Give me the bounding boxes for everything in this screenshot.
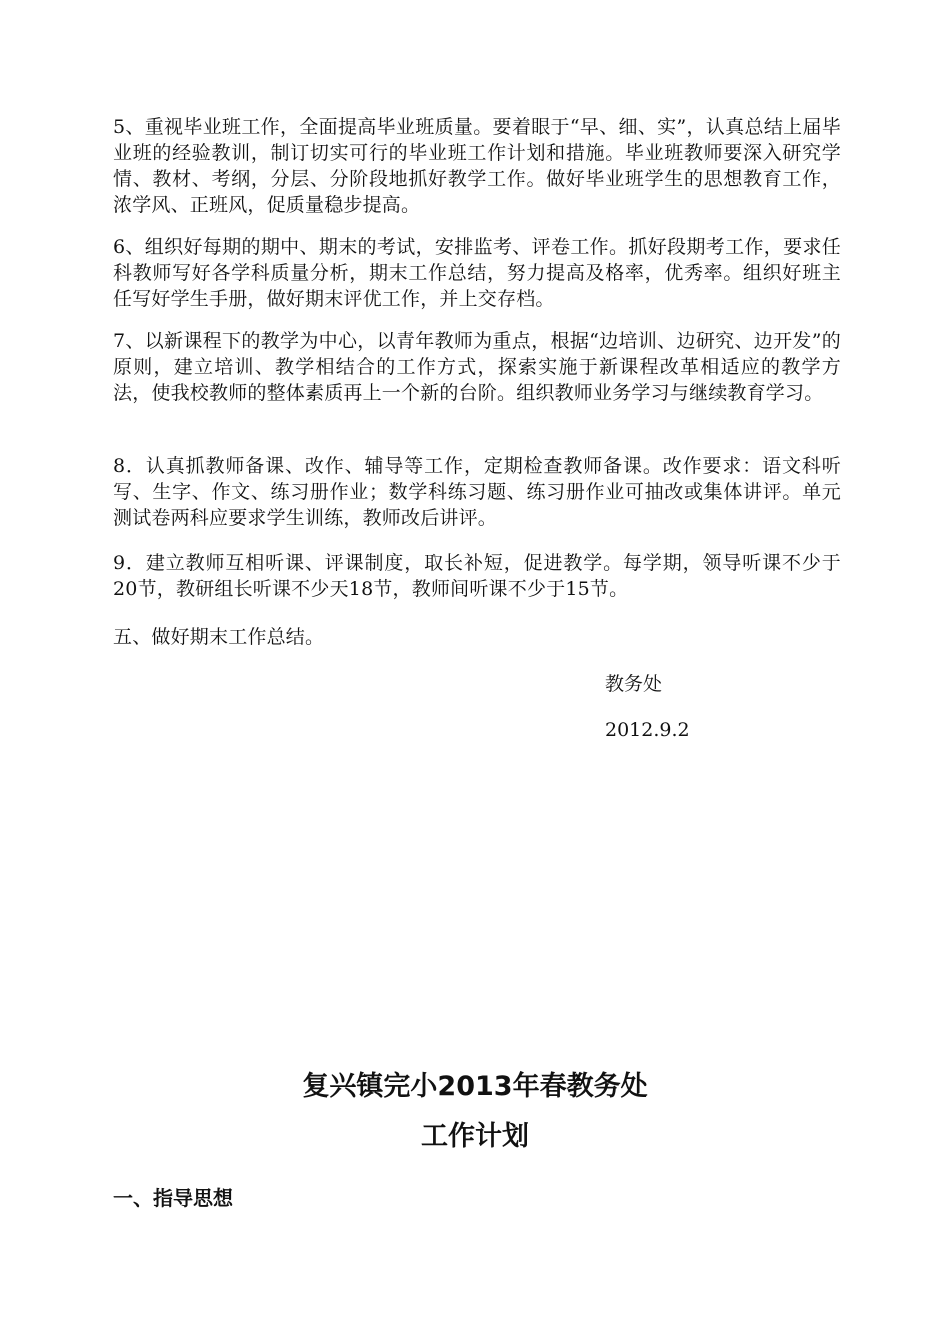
paragraph-item-7: 7、以新课程下的教学为中心，以青年教师为重点，根据“边培训、边研究、边开发”的原则，建立培训、教学相结合的工作方式，探索实施于新课程改革相适应的教学方法，使我校教师的整体素质再上一个新的台阶。组织教师业务学习与继续教育学习。 [113,330,841,404]
document-title: 复兴镇完小2013年春教务处 [302,1071,648,1102]
section-heading-guiding-thought: 一、指导思想 [113,1186,233,1210]
paragraph-item-9: 9．建立教师互相听课、评课制度，取长补短，促进教学。每学期，领导听课不少于20节，教研组长听课不少天18节，教师间听课不少于15节。 [113,552,841,600]
document-subtitle: 工作计划 [421,1121,529,1152]
paragraph-section-5: 五、做好期末工作总结。 [113,626,325,648]
paragraph-item-5: 5、重视毕业班工作，全面提高毕业班质量。要着眼于“早、细、实”，认真总结上届毕业班的经验教训，制订切实可行的毕业班工作计划和措施。毕业班教师要深入研究学情、教材、考纲，分层、分阶段地抓好教学工作。做好毕业班学生的思想教育工作，浓学风、正班风，促质量稳步提高。 [113,116,841,216]
signature-date: 2012.9.2 [605,719,690,741]
paragraph-item-8: 8．认真抓教师备课、改作、辅导等工作，定期检查教师备课。改作要求：语文科听写、生字、作文、练习册作业；数学科练习题、练习册作业可抽改或集体讲评。单元测试卷两科应要求学生训练，教师改后讲评。 [113,455,841,529]
paragraph-item-6: 6、组织好每期的期中、期末的考试，安排监考、评卷工作。抓好段期考工作，要求任科教师写好各学科质量分析，期末工作总结，努力提高及格率，优秀率。组织好班主任写好学生手册，做好期末评优工作，并上交存档。 [113,236,841,310]
signature-department: 教务处 [605,673,663,695]
